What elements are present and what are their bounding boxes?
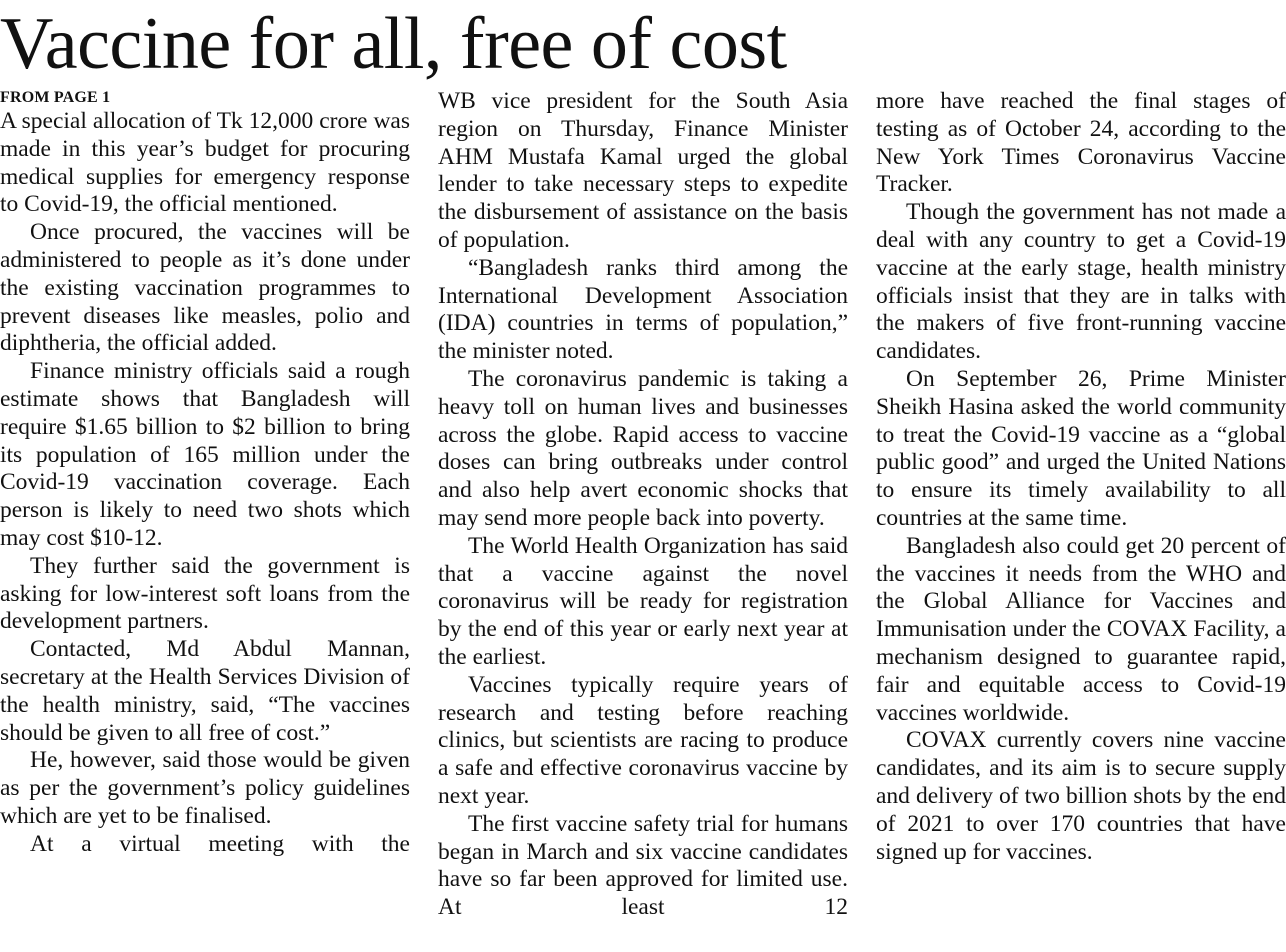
jump-line: FROM PAGE 1 bbox=[0, 89, 111, 106]
article-column-3 bbox=[876, 88, 1286, 866]
article-column-1 bbox=[0, 88, 410, 859]
article-paragraph: Finance ministry officials said a rough estimate shows that Bangladesh will require $1.65 billion to $2 billion to bring its population of 165 million under the Covid-19 vaccination coverage. Each person is likely to need two shots which may cost $10-12. bbox=[0, 358, 410, 551]
article-paragraph: Once procured, the vaccines will be administered to people as it’s done under the existing vaccination programmes to prevent diseases like measles, polio and diphtheria, the official added. bbox=[0, 219, 410, 357]
article-paragraph: He, however, said those would be given as per the government’s policy guidelines which are yet to be finalised. bbox=[0, 747, 410, 829]
article-paragraph: more have reached the final stages of testing as of October 24, according to the New York Times Coronavirus Vaccine Tracker. bbox=[876, 88, 1286, 198]
headline: Vaccine for all, free of cost bbox=[0, 3, 787, 85]
article-paragraph: The first vaccine safety trial for humans began in March and six vaccine candidates have so far been approved for limited use. At least 12 bbox=[438, 810, 848, 921]
article-paragraph: A special allocation of Tk 12,000 crore was made in this year’s budget for procuring medical supplies for emergency response to Covid-19, the official mentioned. bbox=[0, 108, 410, 218]
article-paragraph: WB vice president for the South Asia region on Thursday, Finance Minister AHM Mustafa Kamal urged the global lender to take necessary steps to expedite the disbursement of assistance on the basis of population. bbox=[438, 88, 848, 253]
article-paragraph: The World Health Organization has said that a vaccine against the novel coronavirus will be ready for registration by the end of this year or early next year at the earliest. bbox=[438, 532, 848, 670]
article-paragraph: Vaccines typically require years of research and testing before reaching clinics, but scientists are racing to produce a safe and effective coronavirus vaccine by next year. bbox=[438, 671, 848, 809]
article-paragraph: They further said the government is asking for low-interest soft loans from the development partners. bbox=[0, 552, 410, 635]
article-paragraph: The coronavirus pandemic is taking a heavy toll on human lives and businesses across the globe. Rapid access to vaccine doses can bring outbreaks under control and also help avert economic shocks that may send more people back into poverty. bbox=[438, 365, 848, 531]
article-paragraph: On September 26, Prime Minister Sheikh Hasina asked the world community to treat the Covid-19 vaccine as a “global public good” and urged the United Nations to ensure its timely availability to all countries at the same time. bbox=[876, 365, 1286, 531]
article-paragraph: Contacted, Md Abdul Mannan, secretary at the Health Services Division of the health ministry, said, “The vaccines should be given to all free of cost.” bbox=[0, 636, 410, 746]
article-paragraph: At a virtual meeting with the bbox=[30, 830, 410, 857]
article-paragraph: Though the government has not made a deal with any country to get a Covid-19 vaccine at the early stage, health ministry officials insist that they are in talks with the makers of five front-running vaccine candidates. bbox=[876, 199, 1286, 365]
article-column-2 bbox=[438, 88, 848, 922]
article-paragraph: COVAX currently covers nine vaccine candidates, and its aim is to secure supply and delivery of two billion shots by the end of 2021 to over 170 countries that have signed up for vaccines. bbox=[876, 727, 1286, 865]
article-paragraph: Bangladesh also could get 20 percent of the vaccines it needs from the WHO and the Global Alliance for Vaccines and Immunisation under the COVAX Facility, a mechanism designed to guarantee rapid, fair and equitable access to Covid-19 vaccines worldwide. bbox=[876, 532, 1286, 726]
article-paragraph: “Bangladesh ranks third among the International Development Association (IDA) countries in terms of population,” the minister noted. bbox=[438, 254, 848, 365]
